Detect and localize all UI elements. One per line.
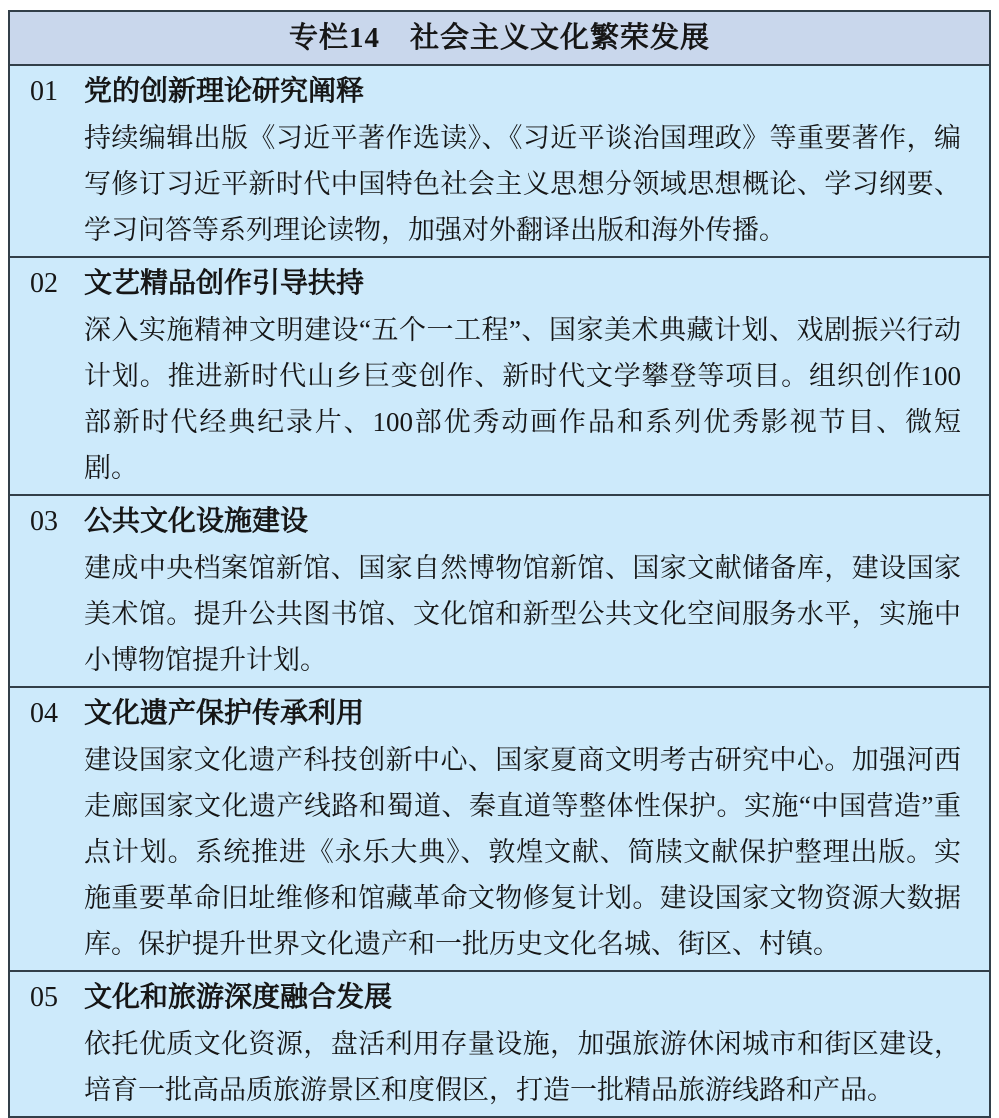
section-heading: 公共文化设施建设 bbox=[84, 506, 309, 537]
section-number: 04 bbox=[30, 698, 58, 729]
section-heading: 文化和旅游深度融合发展 bbox=[84, 982, 393, 1013]
section-row bbox=[10, 970, 989, 1116]
panel-title: 专栏14 社会主义文化繁荣发展 bbox=[10, 12, 989, 66]
section-body: 深入实施精神文明建设“五个一工程”、国家美术典藏计划、戏剧振兴行动计划。推进新时代山乡巨变创作、新时代文学攀登等项目。组织创作100部新时代经典纪录片、100部优秀动画作品和系列优秀影视节目、微短剧。 bbox=[84, 315, 961, 483]
section-content bbox=[84, 261, 989, 491]
section-heading: 文艺精品创作引导扶持 bbox=[84, 268, 365, 299]
section-row bbox=[10, 494, 989, 686]
section-body: 建设国家文化遗产科技创新中心、国家夏商文明考古研究中心。加强河西走廊国家文化遗产线路和蜀道、秦直道等整体性保护。实施“中国营造”重点计划。系统推进《永乐大典》、敦煌文献、简牍文献保护整理出版。实施重要革命旧址维修和馆藏革命文物修复计划。建设国家文物资源大数据库。保护提升世界文化遗产和一批历史文化名城、街区、村镇。 bbox=[84, 745, 961, 959]
section-number: 05 bbox=[30, 982, 58, 1013]
column-panel bbox=[8, 10, 991, 1118]
section-content bbox=[84, 499, 989, 683]
section-number: 02 bbox=[30, 268, 58, 299]
section-row bbox=[10, 66, 989, 256]
section-body: 依托优质文化资源，盘活利用存量设施，加强旅游休闲城市和街区建设，培育一批高品质旅游景区和度假区，打造一批精品旅游线路和产品。 bbox=[84, 1029, 961, 1105]
section-content bbox=[84, 69, 989, 253]
section-body: 建成中央档案馆新馆、国家自然博物馆新馆、国家文献储备库，建设国家美术馆。提升公共图书馆、文化馆和新型公共文化空间服务水平，实施中小博物馆提升计划。 bbox=[84, 553, 961, 675]
section-content bbox=[84, 975, 989, 1113]
section-row bbox=[10, 256, 989, 494]
section-heading: 党的创新理论研究阐释 bbox=[84, 76, 365, 107]
section-content bbox=[84, 691, 989, 967]
section-row bbox=[10, 686, 989, 970]
section-heading: 文化遗产保护传承利用 bbox=[84, 698, 365, 729]
section-number: 03 bbox=[30, 506, 58, 537]
section-number: 01 bbox=[30, 76, 58, 107]
section-body: 持续编辑出版《习近平著作选读》、《习近平谈治国理政》等重要著作，编写修订习近平新时代中国特色社会主义思想分领域思想概论、学习纲要、学习问答等系列理论读物，加强对外翻译出版和海外传播。 bbox=[84, 123, 961, 245]
